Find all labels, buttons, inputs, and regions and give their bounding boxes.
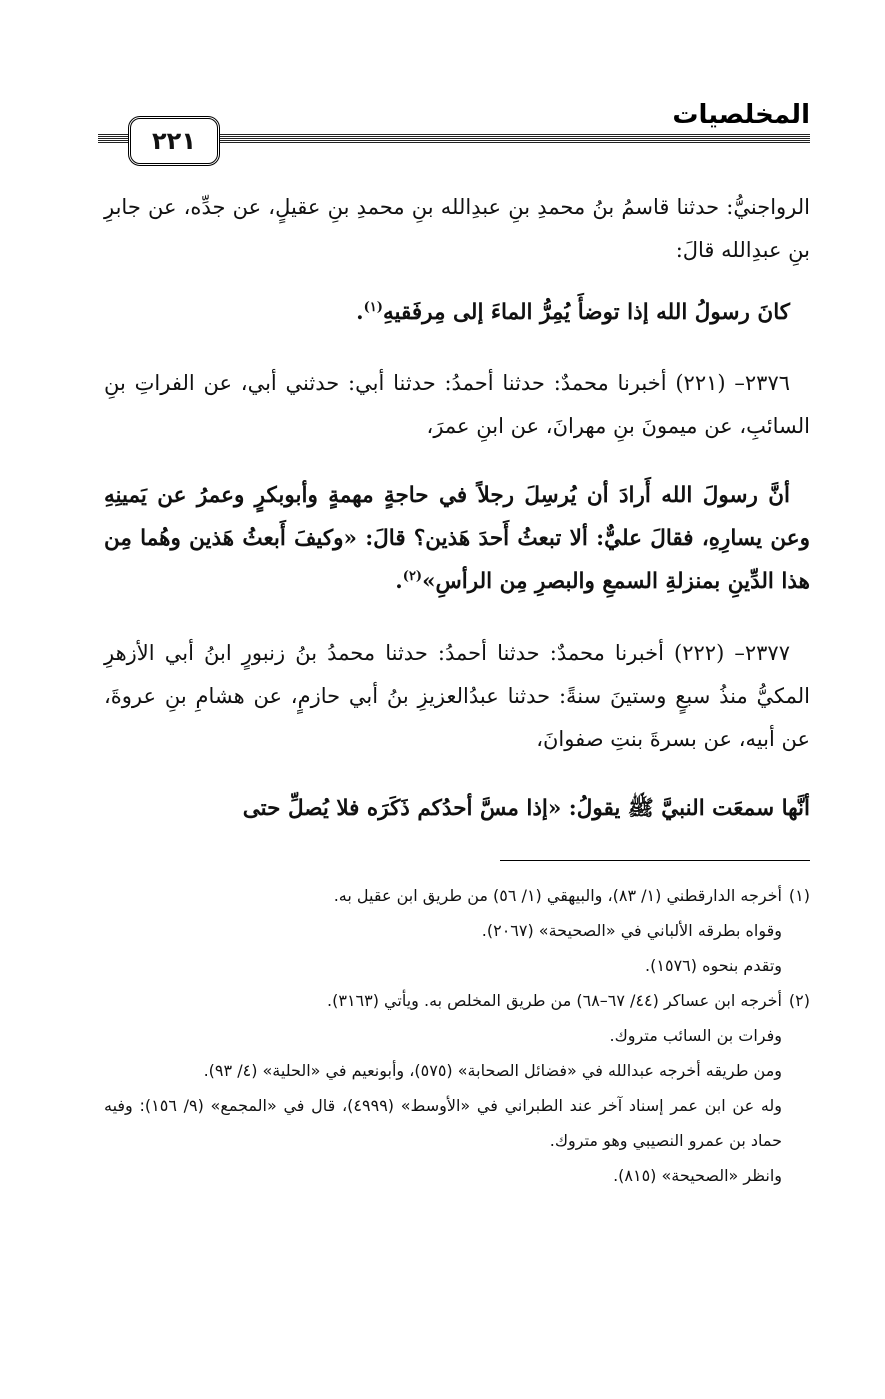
paragraph-end: . [356,300,364,325]
paragraph-text: أنَّ رسولَ الله أَرادَ أن يُرسِلَ رجلاً في حاجةٍ مهمةٍ وأبوبكرٍ وعمرُ عن يَمينِهِ وعن يسارِهِ، فقالَ عليٌّ: ألا تبعثُ أَحدَ هَذين؟ قالَ: «وكيفَ أَبعثُ هَذين وهُما مِن هذا الدِّينِ بمنزلةِ السمعِ والبصرِ مِن الرأسِ» [104,483,810,594]
paragraph-hadith-2376 [104,362,810,448]
footnote-number: (١) [788,886,810,905]
footnote-separator [500,860,810,861]
footnote-text: أخرجه الدارقطني (١/ ٨٣)، والبيهقي (١/ ٥٦) من طريق ابن عقيل به. [333,886,782,905]
paragraph-text: أنَّها سمعَت النبيَّ ﷺ يقولُ: «إذا مسَّ أحدُكم ذَكَرَه فلا يُصلِّ حتى [242,796,810,821]
page-number: ٢٢١ [128,116,220,166]
paragraph-text: كانَ رسولُ الله إذا توضأَ يُمِرُّ الماءَ إلى مِرفَقيهِ [382,300,790,325]
footnote-text: أخرجه ابن عساكر (٤٤/ ٦٧–٦٨) من طريق المخلص به. ويأتي (٣١٦٣). [327,991,782,1010]
footnote-text: ومن طريقه أخرجه عبدالله في «فضائل الصحابة» (٥٧٥)، وأبونعيم في «الحلية» (٤/ ٩٣). [203,1061,782,1080]
header-rule [206,134,810,144]
footnote-text: وله عن ابن عمر إسناد آخر عند الطبراني في «الأوسط» (٤٩٩٩)، قال في «المجمع» (٩/ ١٥٦): وفيه حماد بن عمرو النصيبي وهو متروك. [104,1096,783,1150]
paragraph-text: ٢٣٧٦– (٢٢١) أخبرنا محمدٌ: حدثنا أحمدُ: حدثنا أبي: حدثني أبي، عن الفراتِ بنِ السائبِ، عن ميمونَ بنِ مهرانَ، عن ابنِ عمرَ، [104,371,810,438]
running-title: المخلصيات [672,100,810,130]
footnote-1 [104,878,810,913]
footnotes [104,878,810,1193]
footnote-marker-1: (١) [363,299,383,315]
paragraph-matn-3 [104,787,810,830]
paragraph-hadith-2377 [104,632,810,761]
footnote-text: وفرات بن السائب متروك. [609,1026,782,1045]
footnote-number: (٢) [788,991,810,1010]
footnote-text: وتقدم بنحوه (١٥٧٦). [645,956,782,975]
header-rule-left [98,134,128,144]
paragraph-text: ٢٣٧٧– (٢٢٢) أخبرنا محمدٌ: حدثنا أحمدُ: حدثنا محمدُ بنُ زنبورٍ ابنُ أبي الأزهرِ المكيُّ منذُ سبعٍ وستينَ سنةً: حدثنا عبدُالعزيزِ بنُ أبي حازمٍ، عن هشامِ بنِ عروةَ، عن أبيه، عن بسرةَ بنتِ صفوانَ، [104,641,810,751]
paragraph-matn-2 [104,474,810,603]
paragraph-end: . [395,569,403,594]
paragraph-isnad-1 [104,186,810,272]
footnote-text: وانظر «الصحيحة» (٨١٥). [613,1166,782,1185]
paragraph-text: الرواجنيُّ: حدثنا قاسمُ بنُ محمدِ بنِ عبدِالله بنِ محمدِ بنِ عقيلٍ، عن جدِّه، عن جابرِ بنِ عبدِالله قالَ: [104,195,810,262]
footnote-marker-2: (٢) [402,568,423,584]
paragraph-matn-1 [104,291,810,334]
footnote-text: وقواه بطرقه الألباني في «الصحيحة» (٢٠٦٧). [481,921,782,940]
footnote-2 [104,983,810,1018]
page-header [98,100,810,162]
